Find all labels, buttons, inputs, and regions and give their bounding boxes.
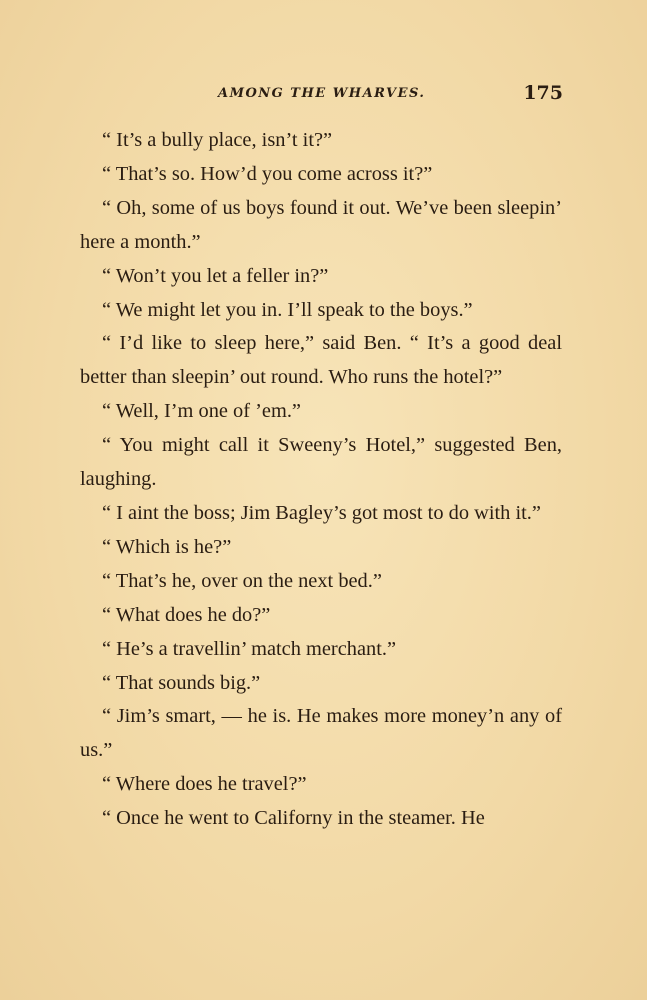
- paragraph: “ Oh, some of us boys found it out. We’ve been sleepin’ here a month.”: [80, 196, 562, 253]
- paragraph: “ Jim’s smart, — he is. He makes more money’n any of us.”: [80, 705, 562, 762]
- paragraph: “ Won’t you let a feller in?”: [102, 264, 329, 287]
- page-header: [80, 84, 565, 108]
- paragraph: “ Which is he?”: [102, 535, 232, 558]
- paragraph: “ He’s a travellin’ match merchant.”: [102, 637, 397, 660]
- paragraph: “ That’s so. How’d you come across it?”: [102, 162, 433, 185]
- paragraph: “ Where does he travel?”: [102, 773, 307, 796]
- body-text: [80, 124, 562, 836]
- paragraph: “ I’d like to sleep here,” said Ben. “ It’s a good deal better than sleepin’ out round. Who runs the hotel?”: [80, 332, 562, 389]
- paragraph: “ We might let you in. I’ll speak to the boys.”: [102, 298, 473, 321]
- paragraph: “ It’s a bully place, isn’t it?”: [102, 129, 333, 151]
- paragraph: “ What does he do?”: [102, 603, 271, 626]
- paragraph: “ Well, I’m one of ’em.”: [102, 400, 301, 423]
- paragraph: “ I aint the boss; Jim Bagley’s got most to do with it.”: [102, 501, 541, 524]
- running-head: AMONG THE WHARVES.: [218, 86, 426, 101]
- paragraph: “ Once he went to Californy in the steamer. He: [102, 807, 485, 830]
- paragraph: “ That’s he, over on the next bed.”: [102, 569, 382, 592]
- paragraph: “ That sounds big.”: [102, 671, 261, 694]
- page-number: 175: [523, 82, 563, 104]
- paragraph: “ You might call it Sweeny’s Hotel,” suggested Ben, laughing.: [80, 434, 562, 491]
